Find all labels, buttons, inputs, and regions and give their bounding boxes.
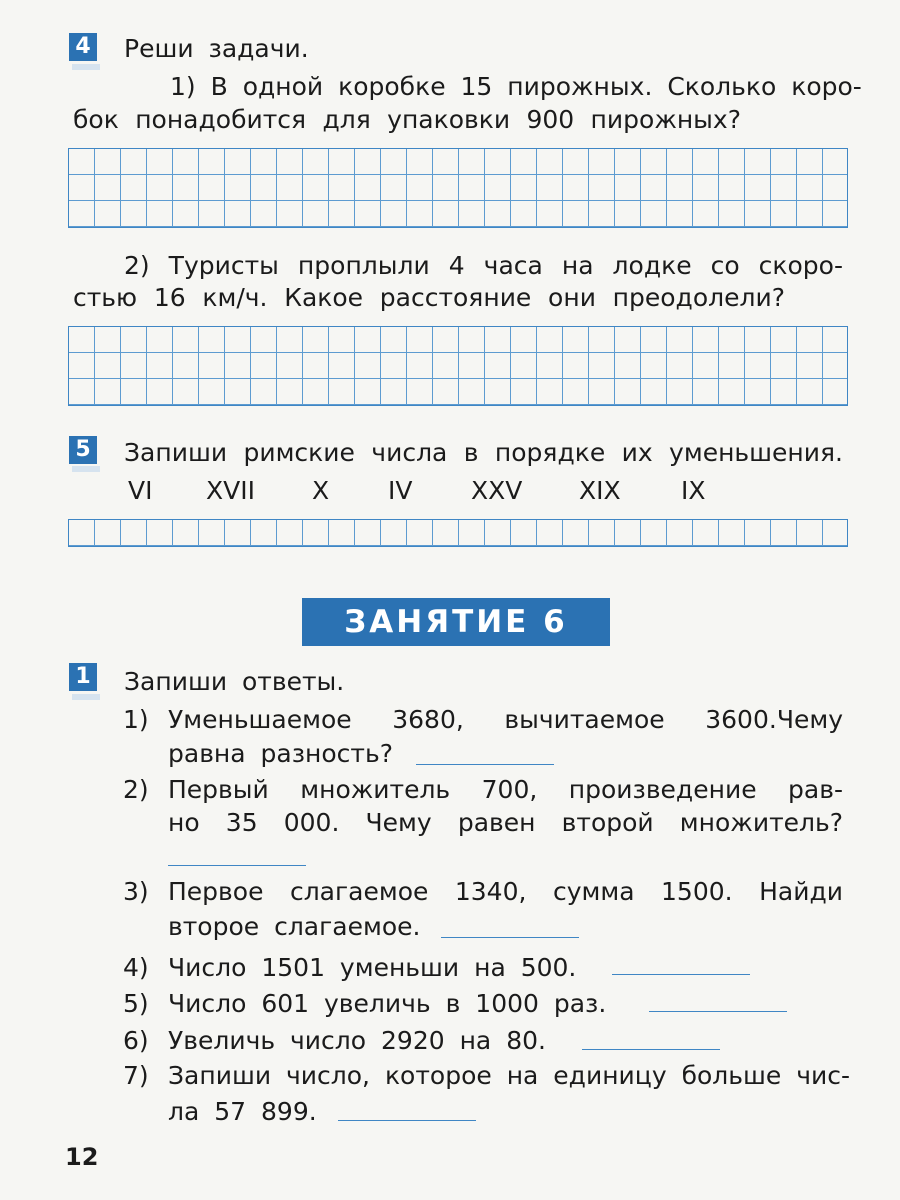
item-1-line-1: Уменьшаемое 3680, вычитаемое 3600.Чему bbox=[168, 705, 843, 734]
task-5-title: Запиши римские числа в порядке их уменьшения. bbox=[124, 438, 843, 467]
lesson-6-task-1-badge: 1 bbox=[69, 663, 97, 691]
item-3-number: 3) bbox=[123, 877, 149, 906]
roman-numeral: XVII bbox=[206, 476, 255, 505]
task-4-problem-1-line-1: 1) В одной коробке 15 пирожных. Сколько коро- bbox=[170, 72, 862, 101]
item-6-line-1: Увеличь число 2920 на 80. bbox=[168, 1026, 546, 1055]
item-7-number: 7) bbox=[123, 1061, 149, 1090]
task-4-problem-1-line-2: бок понадобится для упаковки 900 пирожных? bbox=[73, 105, 741, 134]
roman-numeral: XXV bbox=[471, 476, 523, 505]
task-4-problem-2-line-1: 2) Туристы проплыли 4 часа на лодке со скоро- bbox=[124, 251, 843, 280]
task-5-answer-grid[interactable] bbox=[68, 519, 848, 547]
item-1-answer-line[interactable] bbox=[416, 764, 554, 765]
item-2-answer-line[interactable] bbox=[168, 865, 306, 866]
item-6-answer-line[interactable] bbox=[582, 1049, 720, 1050]
roman-numeral: IX bbox=[681, 476, 706, 505]
item-4-line-1: Число 1501 уменьши на 500. bbox=[168, 953, 577, 982]
item-3-line-2: второе слагаемое. bbox=[168, 912, 421, 941]
lesson-6-task-1-badge-shadow bbox=[72, 694, 100, 700]
item-5-line-1: Число 601 увеличь в 1000 раз. bbox=[168, 989, 607, 1018]
task-5-badge: 5 bbox=[69, 436, 97, 464]
lesson-6-task-1-title: Запиши ответы. bbox=[124, 667, 345, 696]
roman-numeral: IV bbox=[388, 476, 413, 505]
item-5-number: 5) bbox=[123, 989, 149, 1018]
item-2-line-1: Первый множитель 700, произведение рав- bbox=[168, 775, 843, 804]
task-4-problem-2-answer-grid[interactable] bbox=[68, 326, 848, 406]
page-number: 12 bbox=[65, 1143, 99, 1171]
item-6-number: 6) bbox=[123, 1026, 149, 1055]
lesson-6-banner: ЗАНЯТИЕ 6 bbox=[302, 598, 610, 646]
item-3-answer-line[interactable] bbox=[441, 937, 579, 938]
roman-numeral: X bbox=[312, 476, 330, 505]
item-7-line-1: Запиши число, которое на единицу больше чис- bbox=[168, 1061, 850, 1090]
task-5-badge-shadow bbox=[72, 466, 100, 472]
item-4-answer-line[interactable] bbox=[612, 974, 750, 975]
roman-numeral: VI bbox=[128, 476, 153, 505]
item-2-line-2: но 35 000. Чему равен второй множитель? bbox=[168, 808, 843, 837]
task-4-badge-shadow bbox=[72, 64, 100, 70]
item-5-answer-line[interactable] bbox=[649, 1011, 787, 1012]
item-7-answer-line[interactable] bbox=[338, 1120, 476, 1121]
item-4-number: 4) bbox=[123, 953, 149, 982]
roman-numeral: XIX bbox=[579, 476, 621, 505]
item-1-number: 1) bbox=[123, 705, 149, 734]
item-7-line-2: ла 57 899. bbox=[168, 1097, 317, 1126]
task-4-badge: 4 bbox=[69, 33, 97, 61]
task-4-problem-2-line-2: стью 16 км/ч. Какое расстояние они преодолели? bbox=[73, 283, 785, 312]
item-2-number: 2) bbox=[123, 775, 149, 804]
item-1-line-2: равна разность? bbox=[168, 739, 393, 768]
task-4-title: Реши задачи. bbox=[124, 34, 309, 63]
item-3-line-1: Первое слагаемое 1340, сумма 1500. Найди bbox=[168, 877, 843, 906]
task-4-problem-1-answer-grid[interactable] bbox=[68, 148, 848, 228]
